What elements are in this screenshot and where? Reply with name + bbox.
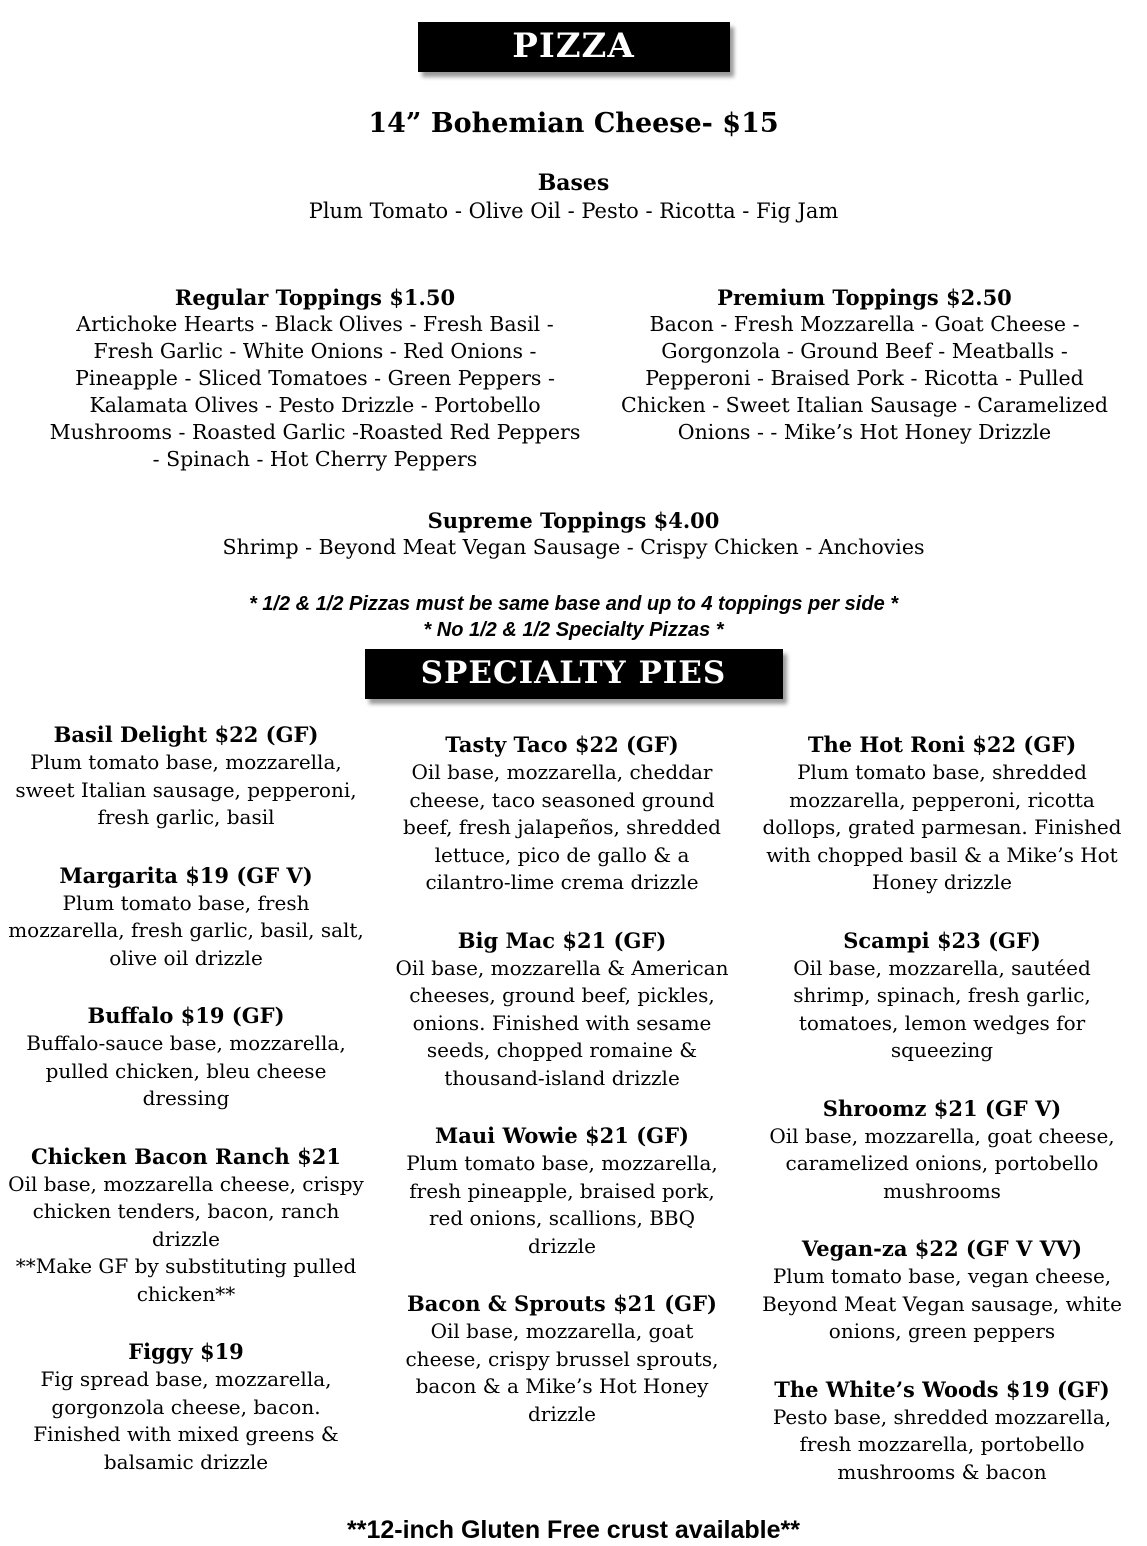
supreme-toppings-list: Shrimp - Beyond Meat Vegan Sausage - Crispy Chicken - Anchovies	[222, 535, 925, 559]
menu-item-description: Plum tomato base, shredded mozzarella, pepperoni, ricotta dollops, grated parmesan. Finished with chopped basil & a Mike’s Hot Honey drizzle	[762, 760, 1122, 894]
menu-item-chicken-bacon-ranch	[8, 1143, 364, 1309]
no-half-specialty-note: * No 1/2 & 1/2 Specialty Pizzas *	[423, 619, 724, 641]
menu-item-name: Maui Wowie $21 (GF)	[435, 1123, 689, 1148]
menu-item-figgy	[8, 1338, 364, 1476]
supreme-toppings-heading: Supreme Toppings $4.00	[427, 508, 720, 533]
menu-item-maui-wowie	[392, 1122, 732, 1260]
menu-item-name: Scampi $23 (GF)	[843, 927, 1041, 953]
menu-item-description: Fig spread base, mozzarella, gorgonzola cheese, bacon. Finished with mixed greens & balsamic drizzle	[33, 1367, 339, 1474]
regular-toppings-list: Artichoke Hearts - Black Olives - Fresh Basil - Fresh Garlic - White Onions - Red Onions - Pineapple - Sliced Tomatoes - Green Peppers - Kalamata Olives - Pesto Drizzle - Portobello Mushrooms - Roasted Garlic -Roasted Red Peppers - Spinach - Hot Cherry Peppers	[49, 312, 581, 471]
menu-item-name: Buffalo $19 (GF)	[87, 1003, 285, 1028]
pizza-section-banner: PIZZA	[418, 22, 730, 72]
menu-item-name: Figgy $19	[128, 1339, 244, 1364]
menu-item-scampi	[760, 927, 1124, 1065]
menu-item-buffalo	[8, 1002, 364, 1113]
premium-toppings-list: Bacon - Fresh Mozzarella - Goat Cheese - Gorgonzola - Ground Beef - Meatballs - Pepperoni - Braised Pork - Ricotta - Pulled Chicken - Sweet Italian Sausage - Caramelized Onions - - Mike’s Hot Honey Drizzle	[621, 312, 1108, 444]
menu-item-bacon-and-sprouts	[392, 1290, 732, 1428]
menu-item-margarita	[8, 862, 364, 973]
menu-item-description: Plum tomato base, mozzarella, fresh pineapple, braised pork, red onions, scallions, BBQ drizzle	[406, 1151, 718, 1258]
menu-item-description: Oil base, mozzarella & American cheeses, ground beef, pickles, onions. Finished with sesame seeds, chopped romaine & thousand-island drizzle	[395, 955, 729, 1090]
menu-item-description: Oil base, mozzarella, goat cheese, caramelized onions, portobello mushrooms	[769, 1123, 1115, 1203]
menu-item-description: Plum tomato base, mozzarella, sweet Italian sausage, pepperoni, fresh garlic, basil	[15, 750, 357, 829]
specialty-column-middle	[392, 721, 732, 1516]
menu-item-vegan-za	[760, 1235, 1124, 1346]
menu-item-name: The White’s Woods $19 (GF)	[774, 1376, 1110, 1402]
menu-item-description: Buffalo-sauce base, mozzarella, pulled chicken, bleu cheese dressing	[26, 1031, 346, 1110]
gluten-free-footer-note: **12-inch Gluten Free crust available**	[347, 1516, 800, 1544]
menu-item-name: Chicken Bacon Ranch $21	[31, 1143, 341, 1169]
specialty-column-right	[760, 721, 1124, 1516]
menu-item-description: Oil base, mozzarella, sautéed shrimp, spinach, fresh garlic, tomatoes, lemon wedges for squeezing	[793, 955, 1091, 1062]
half-and-half-notes	[0, 591, 1147, 643]
bases-list: Plum Tomato - Olive Oil - Pesto - Ricotta - Fig Jam	[308, 199, 839, 223]
regular-toppings-block	[45, 284, 585, 473]
menu-item-description: Plum tomato base, vegan cheese, Beyond Meat Vegan sausage, white onions, green peppers	[762, 1264, 1122, 1343]
menu-item-name: Big Mac $21 (GF)	[457, 927, 667, 953]
menu-item-hot-roni	[760, 731, 1124, 897]
menu-item-tasty-taco	[392, 731, 732, 897]
specialty-pies-columns	[0, 721, 1147, 1516]
half-and-half-rule-note: * 1/2 & 1/2 Pizzas must be same base and up to 4 toppings per side *	[248, 593, 899, 615]
menu-item-shroomz	[760, 1095, 1124, 1206]
menu-item-name: The Hot Roni $22 (GF)	[807, 732, 1077, 757]
regular-toppings-heading: Regular Toppings $1.50	[174, 285, 456, 310]
gf-substitution-note: **Make GF by substituting pulled chicken**	[15, 1254, 357, 1306]
menu-item-name: Bacon & Sprouts $21 (GF)	[407, 1291, 717, 1316]
base-pizza-title: 14” Bohemian Cheese- $15	[368, 108, 779, 139]
menu-item-basil-delight	[8, 721, 364, 832]
toppings-row	[0, 284, 1147, 473]
menu-item-name: Shroomz $21 (GF V)	[822, 1095, 1062, 1121]
menu-item-name: Vegan-za $22 (GF V VV)	[801, 1236, 1083, 1261]
menu-item-description: Pesto base, shredded mozzarella, fresh mozzarella, portobello mushrooms & bacon	[772, 1404, 1112, 1484]
menu-item-whites-woods	[760, 1376, 1124, 1487]
specialty-pies-banner: SPECIALTY PIES	[365, 649, 783, 699]
premium-toppings-heading: Premium Toppings $2.50	[717, 285, 1012, 310]
menu-item-name: Basil Delight $22 (GF)	[53, 722, 319, 747]
supreme-toppings-block	[0, 507, 1147, 561]
specialty-column-left	[8, 721, 364, 1516]
premium-toppings-block	[612, 284, 1117, 473]
bases-heading: Bases	[537, 170, 610, 196]
menu-item-description: Oil base, mozzarella cheese, crispy chicken tenders, bacon, ranch drizzle	[8, 1171, 364, 1251]
menu-item-description: Oil base, mozzarella, cheddar cheese, taco seasoned ground beef, fresh jalapeños, shredded lettuce, pico de gallo & a cilantro-lime crema drizzle	[403, 760, 721, 894]
menu-item-description: Plum tomato base, fresh mozzarella, fresh garlic, basil, salt, olive oil drizzle	[8, 890, 364, 970]
menu-item-big-mac	[392, 927, 732, 1093]
menu-item-description: Oil base, mozzarella, goat cheese, crispy brussel sprouts, bacon & a Mike’s Hot Honey drizzle	[405, 1319, 719, 1426]
menu-item-name: Margarita $19 (GF V)	[59, 862, 313, 888]
menu-item-name: Tasty Taco $22 (GF)	[445, 732, 679, 757]
